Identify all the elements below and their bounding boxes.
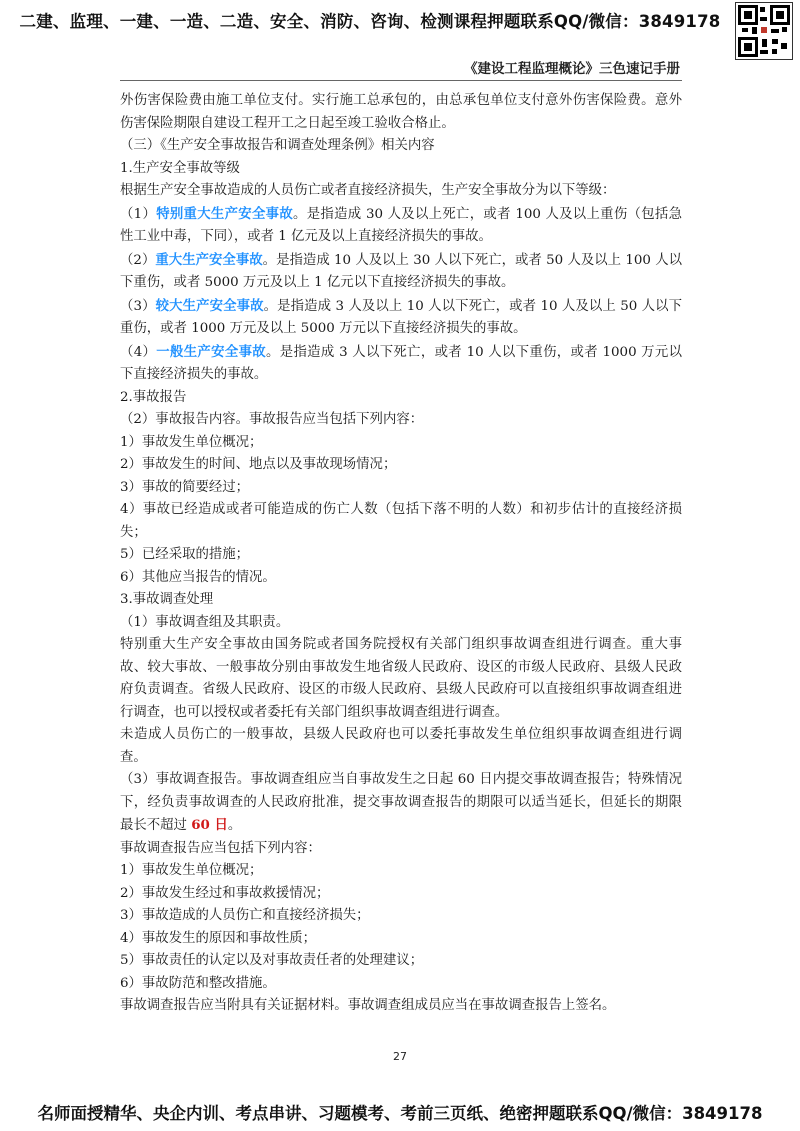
list-item: 4）事故已经造成或者可能造成的伤亡人数（包括下落不明的人数）和初步估计的直接经济损失； — [120, 502, 682, 540]
subsection-heading: 3.事故调查处理 — [120, 592, 214, 607]
highlighted-deadline: 60 日 — [191, 817, 228, 833]
document-body — [120, 90, 682, 1018]
highlighted-term: 重大生产安全事故 — [155, 251, 263, 268]
paragraph: 根据生产安全事故造成的人员伤亡或者直接经济损失，生产安全事故分为以下等级： — [120, 183, 616, 198]
paragraph: 特别重大生产安全事故由国务院或者国务院授权有关部门组织事故调查组进行调查。重大事故、较大事故、一般事故分别由事故发生地省级人民政府、设区的市级人民政府、县级人民政府负责调查。省级人民政府、设区的市级人民政府、县级人民政府可以直接组织事故调查组进行调查，也可以授权或者委托有关部门组织事故调查组进行调查。 — [120, 637, 682, 720]
subsection-heading: 1.生产安全事故等级 — [120, 160, 240, 176]
paragraph: （3）事故调查报告。事故调查组应当自事故发生之日起 60 日内提交事故调查报告；特殊情况下，经负责事故调查的人民政府批准，提交事故调查报告的期限可以适当延长，但延长的期限最长不超过 60 日。 — [120, 772, 682, 833]
list-item: 1）事故发生单位概况； — [120, 863, 263, 878]
list-item: 4）事故发生的原因和事故性质； — [120, 930, 316, 946]
section-heading: （三）《生产安全事故报告和调查处理条例》相关内容 — [120, 138, 435, 153]
accident-level-item: （1）特别重大生产安全事故。是指造成 30 人及以上死亡，或者 100 人及以上重伤（包括急性工业中毒，下同），或者 1 亿元及以上直接经济损失的事故。 — [120, 205, 682, 244]
paragraph: （1）事故调查组及其职责。 — [120, 614, 290, 630]
paragraph: 外伤害保险费由施工单位支付。实行施工总承包的，由总承包单位支付意外伤害保险费。意外伤害保险期限自建设工程开工之日起至竣工验收合格止。 — [120, 93, 682, 131]
list-item: 2）事故发生的时间、地点以及事故现场情况； — [120, 457, 397, 472]
list-item: 3）事故的简要经过； — [120, 479, 250, 495]
list-item: 6）其他应当报告的情况。 — [120, 569, 276, 585]
paragraph: （2）事故报告内容。事故报告应当包括下列内容： — [120, 412, 424, 427]
list-item: 1）事故发生单位概况； — [120, 434, 263, 450]
bottom-promo-banner: 名师面授精华、央企内训、考点串讲、习题模考、考前三页纸、绝密押题联系QQ/微信：3849178 — [37, 1104, 763, 1123]
list-item: 6）事故防范和整改措施。 — [120, 975, 276, 991]
accident-level-item: （2）重大生产安全事故。是指造成 10 人及以上 30 人以下死亡，或者 50 人及以上 100 人以下重伤，或者 5000 万元及以上 1 亿元以下直接经济损失的事故。 — [120, 251, 682, 290]
list-item: 5）事故责任的认定以及对事故责任者的处理建议； — [120, 953, 424, 968]
top-promo-banner: 二建、监理、一建、一造、二造、安全、消防、咨询、检测课程押题联系QQ/微信：3849178 — [19, 12, 721, 31]
page-number: 27 — [393, 1050, 407, 1063]
list-item: 5）已经采取的措施； — [120, 547, 250, 562]
subsection-heading: 2.事故报告 — [120, 389, 187, 405]
paragraph: 事故调查报告应当包括下列内容： — [120, 840, 321, 856]
header-divider — [120, 80, 682, 81]
accident-level-item: （4）一般生产安全事故。是指造成 3 人以下死亡，或者 10 人以下重伤，或者 1000 万元以下直接经济损失的事故。 — [120, 343, 682, 382]
highlighted-term: 特别重大生产安全事故 — [156, 205, 294, 222]
running-header-title: 《建设工程监理概论》三色速记手册 — [464, 61, 680, 77]
qr-code-icon — [735, 2, 793, 60]
list-item: 3）事故造成的人员伤亡和直接经济损失； — [120, 908, 370, 923]
list-item: 2）事故发生经过和事故救援情况； — [120, 885, 330, 901]
highlighted-term: 较大生产安全事故 — [155, 297, 264, 314]
paragraph: 事故调查报告应当附具有关证据材料。事故调查组成员应当在事故调查报告上签名。 — [120, 998, 616, 1013]
accident-level-item: （3）较大生产安全事故。是指造成 3 人及以上 10 人以下死亡，或者 10 人及以上 50 人以下重伤，或者 1000 万元及以上 5000 万元以下直接经济损失的事故。 — [120, 297, 682, 336]
highlighted-term: 一般生产安全事故 — [156, 343, 267, 360]
paragraph: 未造成人员伤亡的一般事故，县级人民政府也可以委托事故发生单位组织事故调查组进行调查。 — [120, 727, 682, 765]
